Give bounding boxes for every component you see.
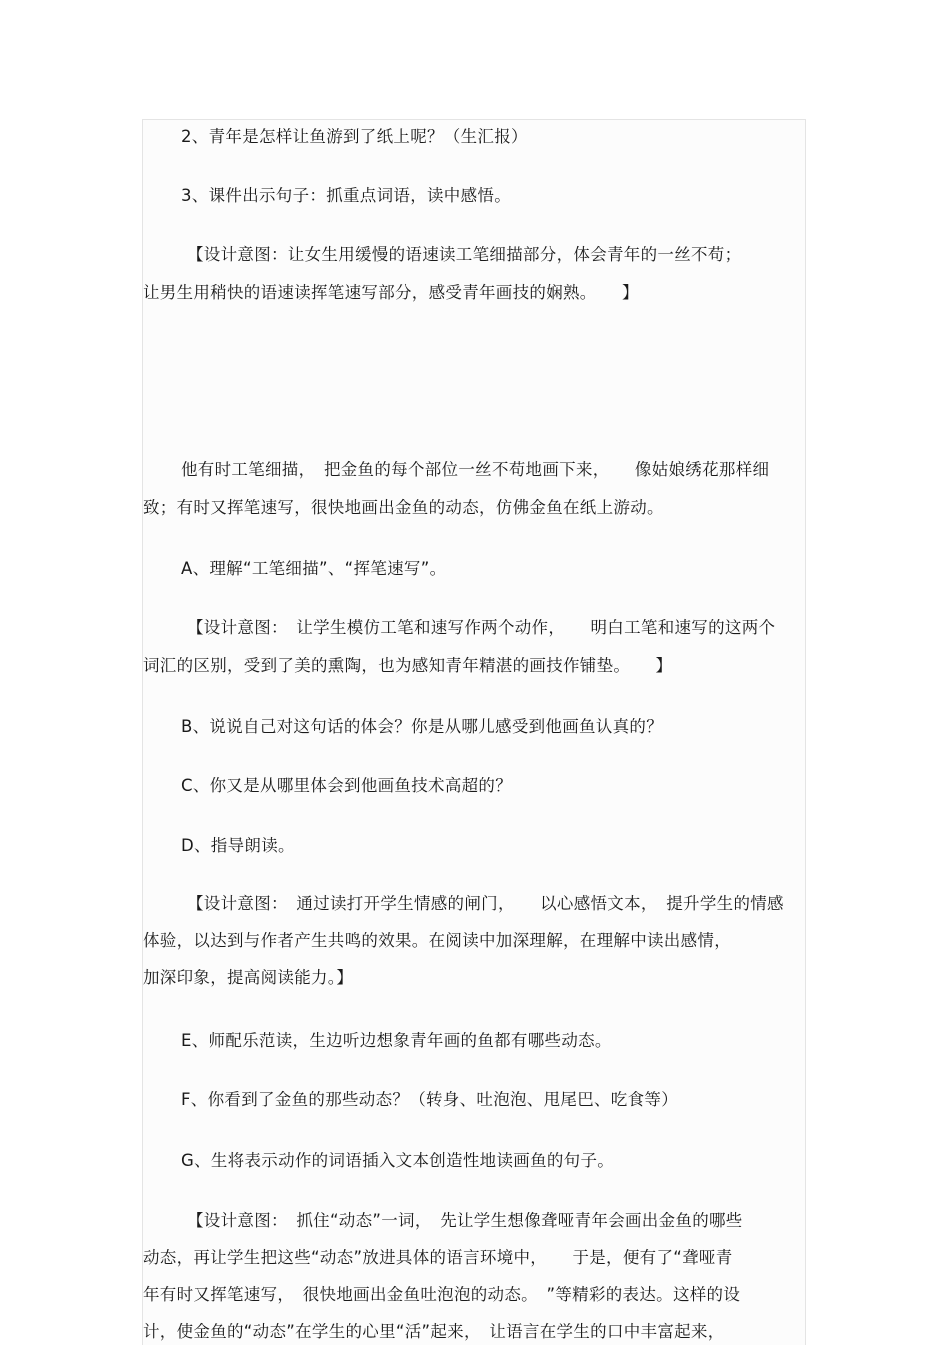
text-line: E、师配乐范读，生边听边想象青年画的鱼都有哪些动态。 <box>181 1031 612 1050</box>
text-line: 3、课件出示句子：抓重点词语，读中感悟。 <box>181 186 511 205</box>
text-line: 2、青年是怎样让鱼游到了纸上呢？（生汇报） <box>181 127 528 146</box>
text-line: F、你看到了金鱼的那些动态？（转身、吐泡泡、甩尾巴、吃食等） <box>181 1090 678 1109</box>
text-line: G、生将表示动作的词语插入文本创造性地读画鱼的句子。 <box>181 1151 615 1170</box>
text-line: 致；有时又挥笔速写，很快地画出金鱼的动态，仿佛金鱼在纸上游动。 <box>143 498 664 517</box>
document-page <box>142 119 806 1345</box>
text-line: 他有时工笔细描， 把金鱼的每个部位一丝不苟地画下来， 像姑娘绣花那样细 <box>181 460 770 479</box>
text-line: 让男生用稍快的语速读挥笔速写部分，感受青年画技的娴熟。 】 <box>143 283 639 302</box>
text-line: 【设计意图：让女生用缓慢的语速读工笔细描部分，体会青年的一丝不苟； <box>187 245 742 264</box>
text-line: 动态，再让学生把这些“动态”放进具体的语言环境中， 于是，便有了“聋哑青 <box>143 1248 733 1267</box>
text-line: C、你又是从哪里体会到他画鱼技术高超的？ <box>181 776 513 795</box>
text-line: 【设计意图： 通过读打开学生情感的闸门， 以心感悟文本， 提升学生的情感 <box>187 894 784 913</box>
text-line: D、指导朗读。 <box>181 836 295 855</box>
text-line: A、理解“工笔细描”、“挥笔速写”。 <box>181 559 447 578</box>
text-line: 加深印象，提高阅读能力。】 <box>143 968 354 987</box>
text-line: B、说说自己对这句话的体会？你是从哪儿感受到他画鱼认真的？ <box>181 717 664 736</box>
text-line: 年有时又挥笔速写， 很快地画出金鱼吐泡泡的动态。 ”等精彩的表达。这样的设 <box>143 1285 741 1304</box>
text-line: 词汇的区别，受到了美的熏陶，也为感知青年精湛的画技作铺垫。 】 <box>143 656 673 675</box>
text-line: 计，使金鱼的“动态”在学生的心里“活”起来， 让语言在学生的口中丰富起来， <box>143 1322 725 1341</box>
text-line: 体验，以达到与作者产生共鸣的效果。在阅读中加深理解，在理解中读出感情， <box>143 931 731 950</box>
text-line: 【设计意图： 让学生模仿工笔和速写作两个动作， 明白工笔和速写的这两个 <box>187 618 776 637</box>
text-line: 【设计意图： 抓住“动态”一词， 先让学生想像聋哑青年会画出金鱼的哪些 <box>187 1211 743 1230</box>
